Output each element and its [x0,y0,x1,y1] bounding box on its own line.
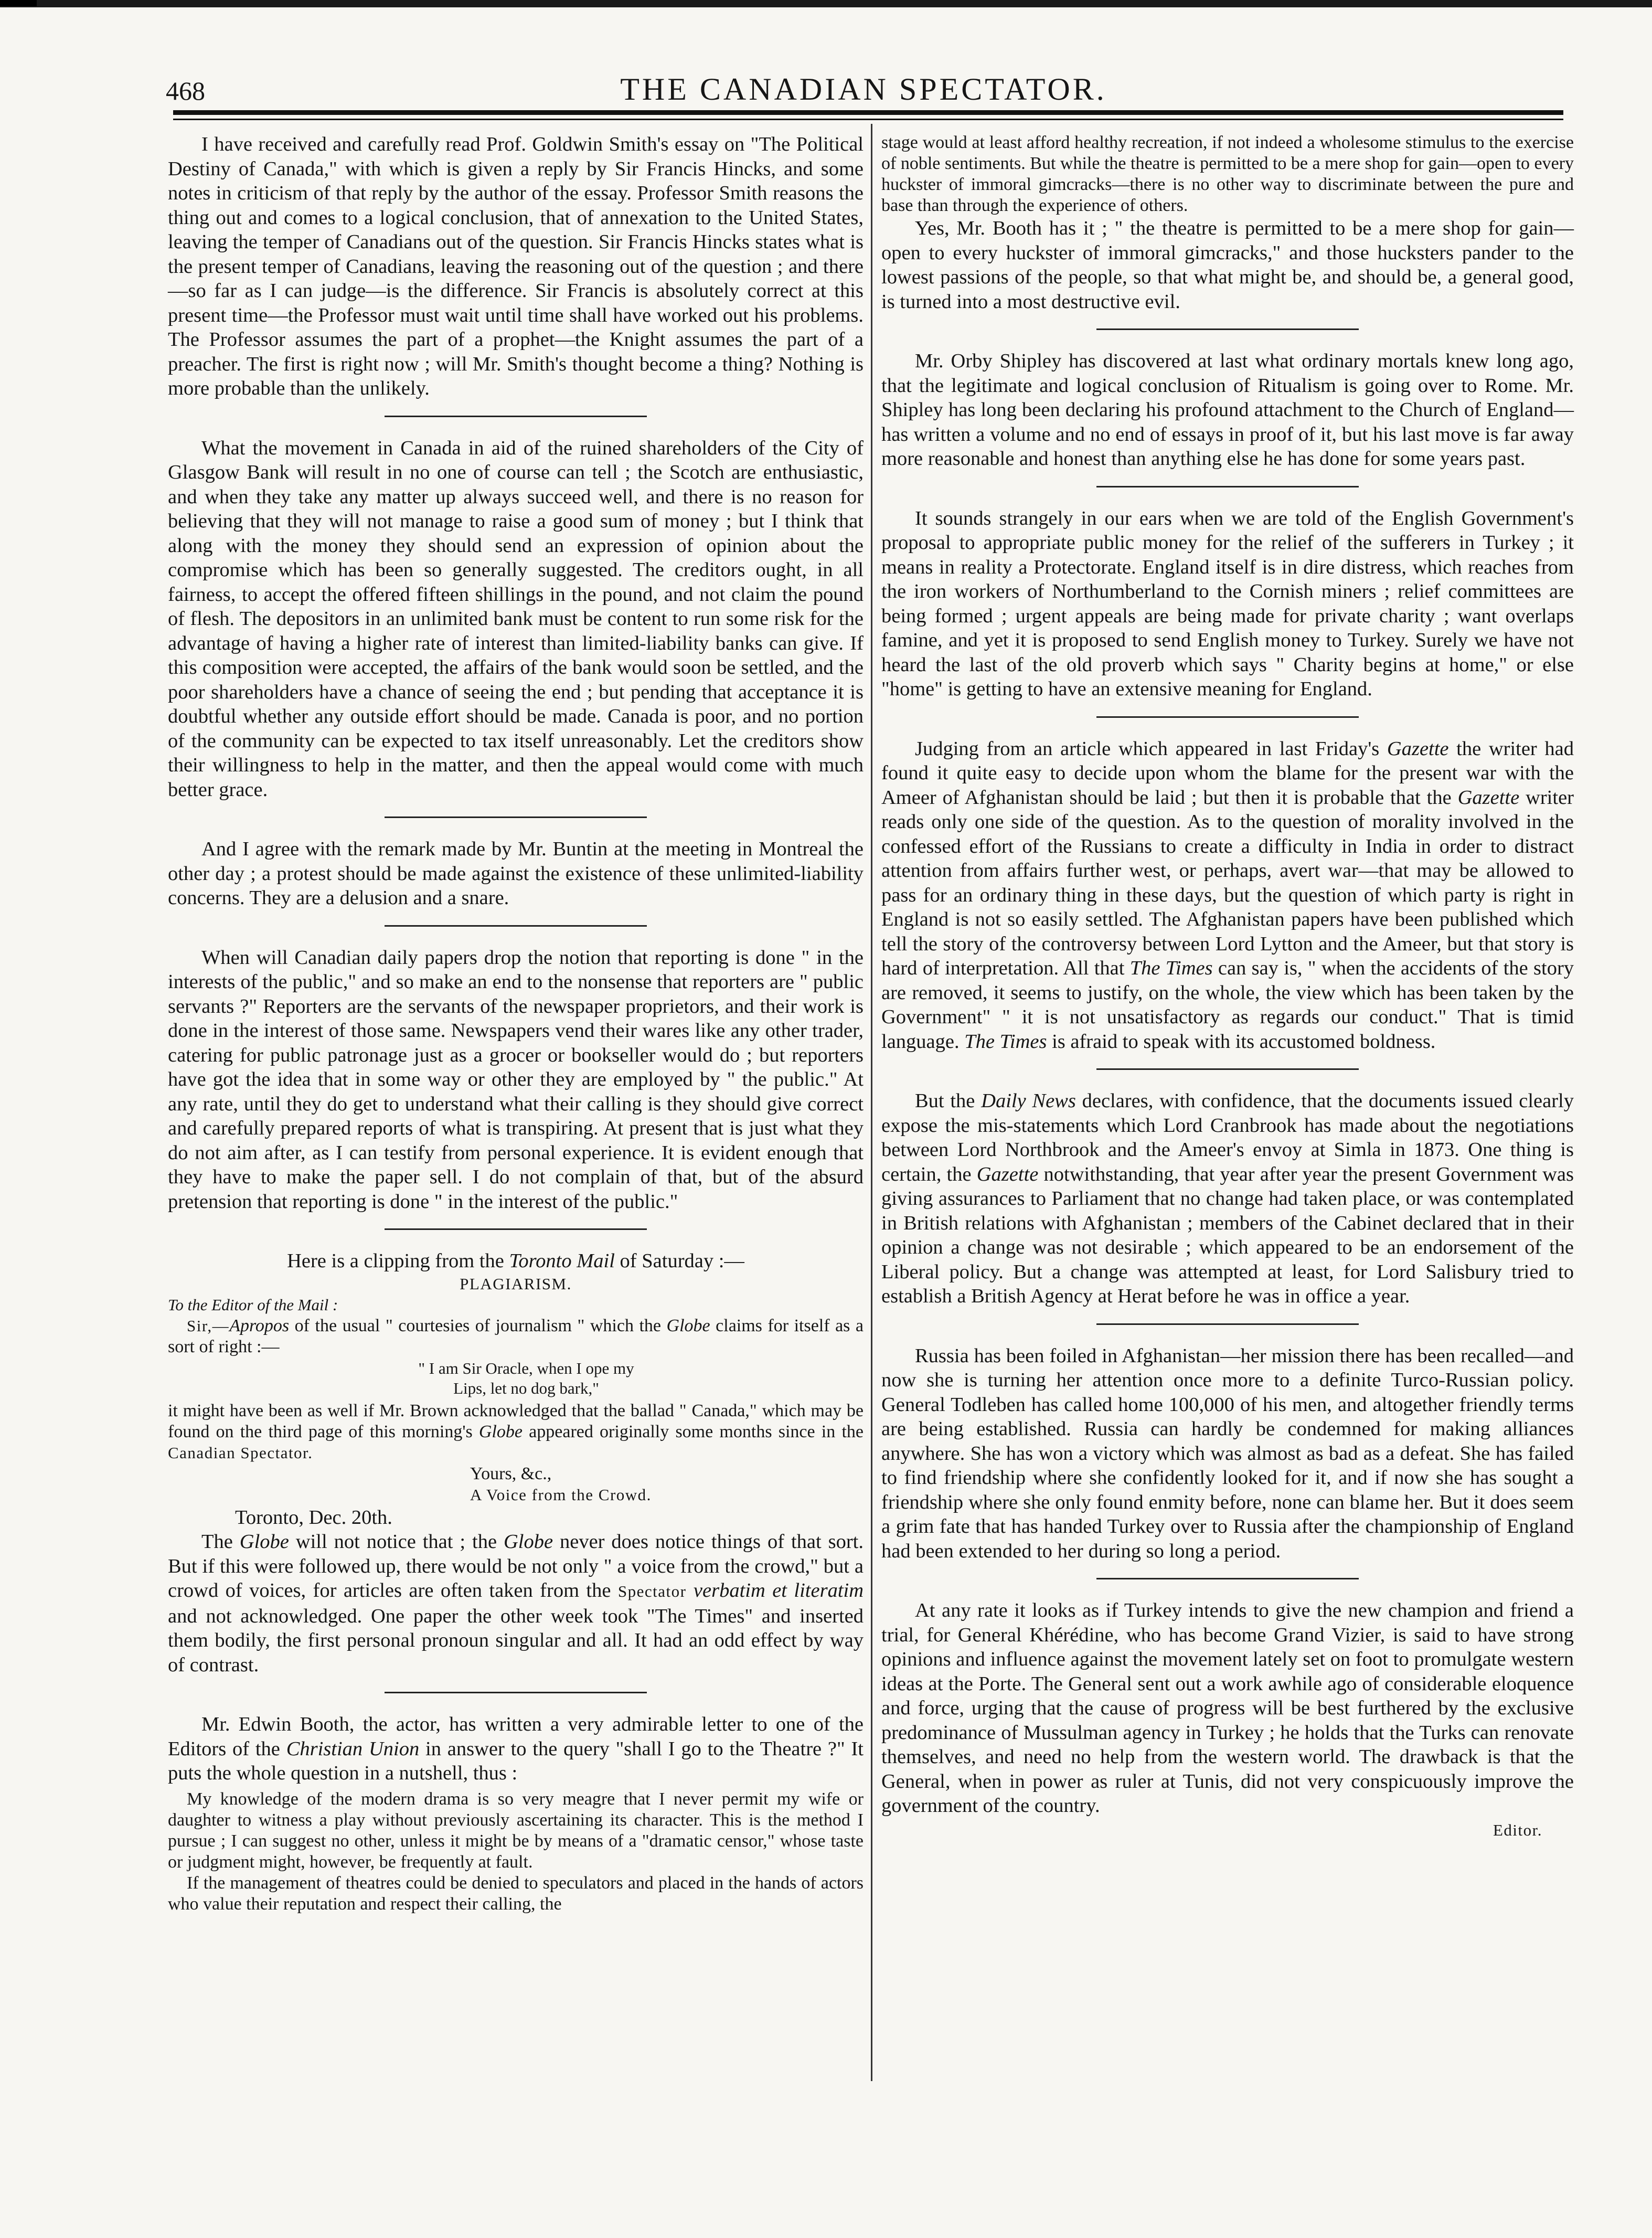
page-number: 468 [166,76,205,105]
header-rule-thin [173,119,1563,120]
clipping-heading: PLAGIARISM. [460,1274,572,1293]
section-rule [385,416,647,417]
booth-quote-1: My knowledge of the modern drama is so very meagre that I never permit my wife or daughter to witness a play without previously ascertaining its character. This is the method I pursue ; I can suggest no other, unless it might be by means of a "dramatic censor," whose taste or judgment might, however, be frequently at fault. [168,1789,864,1872]
section-rule [385,816,647,818]
masthead-title: THE CANADIAN SPECTATOR. [620,72,1107,107]
booth-quote-continued [881,132,1574,216]
booth-quote-3: stage would at least afford healthy recreation, if not indeed a wholesome stimulus to the exercise of noble sentiments. But while the theatre is permitted to be a mere shop for gain—open to every huckster of immoral gimcracks—there is no other way to discriminate between the pure and base than through the experience of others. [881,133,1574,215]
header-rule-thick [173,110,1563,115]
verse-quote [168,1359,864,1398]
clipping-intro: Here is a clipping from the Toronto Mail of Saturday :— [287,1250,744,1272]
verse-line: Lips, let no dog bark," [453,1378,599,1397]
paragraph-buntin-remark: And I agree with the remark made by Mr. Buntin at the meeting in Montreal the other day ; a protest should be made against the existence of these unlimited-liability concerns. They are a delusion and a snare. [168,838,864,909]
paragraph-edwin-booth: Mr. Edwin Booth, the actor, has written a very admirable letter to one of the Editors of the Christian Union in answer to the query "shall I go to the Theatre ?" It puts the whole question in a nutshell, thus : [168,1713,864,1784]
paragraph-goldwin-smith: I have received and carefully read Prof. Goldwin Smith's essay on "The Political Destiny of Canada," with which is given a reply by Sir Francis Hincks, and some notes in criticism of that reply by the author of the essay. Professor Smith reasons the thing out and comes to a logical conclusion, that of annexation to the United States, leaving the temper of Canadians out of the question. Sir Francis Hincks states what is the present temper of Canadians, leaving the reasoning out of the question ; and there—so far as I can judge—is the difference. Sir Francis is absolutely correct at this present time—the Professor must wait until time shall have worked out his problems. The Professor assumes the part of a prophet—the Knight assumes the part of a preacher. The first is right now ; will Mr. Smith's thought become a thing? Nothing is more probable than the unlikely. [168,133,864,399]
column-divider [871,124,872,2081]
paragraph-gazette-afghan: Judging from an article which appeared in last Friday's Gazette the writer had found it quite easy to decide upon whom the blame for the present war with the Ameer of Afghanistan should be laid ; but then it is probable that the Gazette writer reads only one side of the question. As to the question of morality involved in the confessed effort of the Russians to create a difficulty in India in order to distract attention from affairs further west, or perhaps, avert war—that may be allowed to pass for an ordinary thing in these days, but the question of which party is right in England is not so easily settled. The Afghanistan papers have been published which tell the story of the controversy between Lord Lytton and the Ameer, but that story is hard of interpretation. All that The Times can say is, " when the accidents of the story are removed, it seems to justify, on the whole, the view which has been taken by the Government" " it is not unsatisfactory as regards our conduct." That is timid language. The Times is afraid to speak with its accustomed boldness. [881,737,1574,1053]
scan-top-edge [0,0,1652,7]
section-rule [385,925,647,927]
left-column [168,132,864,1915]
section-rule [385,1228,647,1230]
section-rule [1096,1578,1359,1579]
paragraph-globe-plagiarism: The Globe will not notice that ; the Globe never does notice things of that sort. But if this were followed up, there would be not only " a voice from the crowd," but a crowd of voices, for articles are often taken from the Spectator verbatim et literatim and not acknowledged. One paper the other week took "The Times" and inserted them bodily, the first personal pronoun singular and all. It had an odd effect by way of contrast. [168,1531,864,1676]
booth-quote-2: If the management of theatres could be denied to speculators and placed in the hands of actors who value their reputation and respect their calling, the [168,1873,864,1914]
verse-line: " I am Sir Oracle, when I ope my [418,1359,634,1377]
clipping-body-1: Sir,—Apropos of the usual " courtesies of journalism " which the Globe claims for itself as a sort of right :— [168,1316,864,1356]
toronto-mail-title: Toronto Mail [509,1250,615,1272]
section-rule [1096,1323,1359,1325]
clipping-body-2: it might have been as well if Mr. Brown acknowledged that the ballad " Canada," which may be found on the third page of this morning's Globe appeared originally some months since in the Canadian Spectator. [168,1401,864,1462]
section-rule [1096,1068,1359,1070]
paragraph-russia: Russia has been foiled in Afghanistan—her mission there has been recalled—and now she is turning her attention once more to a definite Turco-Russian policy. General Todleben has called home 100,000 of his men, and altogether friendly terms are being established. Russia can hardly be condemned for making alliances anywhere. She has won a victory which was almost as bad as a defeat. She has failed to find friendship where she confidently looked for it, and if now she has sought a friendship where she only found enmity before, none can blame her. But it does seem a grim fate that has handed Turkey over to Russia after the championship of England had been extended to her during so long a period. [881,1344,1574,1562]
section-rule [1096,328,1359,330]
clipping-salutation: To the Editor of the Mail : [168,1295,338,1314]
section-rule [385,1692,647,1693]
section-rule [1096,486,1359,487]
paragraph-glasgow-bank: What the movement in Canada in aid of the ruined shareholders of the City of Glasgow Bank will result in no one of course can tell ; the Scotch are enthusiastic, and when they take any matter up always succeed well, and there is no reason for believing that they will not manage to raise a good sum of money ; but I think that along with the money they should send an expression of opinion about the compromise which has been so generally suggested. The creditors ought, in all fairness, to accept the offered fifteen shillings in the pound, and not claim the pound of flesh. The depositors in an unlimited bank must be content to run some risk for the advantage of having a higher rate of interest than limited-liability banks can give. If this composition were accepted, the affairs of the bank would soon be settled, and the poor shareholders have a chance of seeing the end ; but pending that acceptance it is doubtful whether any outside effort should be made. Canada is poor, and no portion of the community can be expected to tax itself unreasonably. Let the creditors show their willingness to help in the matter, and then the appeal would come with much better grace. [168,437,864,801]
paragraph-kheredine: At any rate it looks as if Turkey intends to give the new champion and friend a trial, for General Khérédine, who has become Grand Vizier, is said to have strong opinions and influence against the movement lately set on foot to promulgate western ideas at the Porte. The General sent out a work awhile ago of considerable eloquence and force, urging that the cause of progress will be best furthered by the exclusive predominance of Mussulman agency in Turkey ; he holds that the Turks can renovate themselves, and need no help from the western world. The drawback is that the General, when in power as ruler at Tunis, did not very conspicuously improve the government of the country. [881,1599,1574,1817]
clipping-yours: Yours, &c., [470,1463,552,1483]
editor-signature: Editor. [1493,1820,1542,1839]
section-rule [1096,716,1359,718]
paragraph-turkey-relief: It sounds strangely in our ears when we are told of the English Government's proposal to appropriate public money for the relief of the sufferers in Turkey ; it means in reality a Protectorate. England itself is in dire distress, which reaches from the iron workers of Northumberland to the Cornish miners ; relief committees are being formed ; urgent appeals are being made for private charity ; want overlaps famine, and yet it is proposed to send English money to Turkey. Surely we have not heard the last of the old proverb which says " Charity begins at home," or else "home" is getting to have an extensive meaning for England. [881,507,1574,700]
clipping-signer: A Voice from the Crowd. [470,1485,652,1504]
booth-quote [168,1786,864,1915]
paragraph-orby-shipley: Mr. Orby Shipley has discovered at last what ordinary mortals knew long ago, that the legitimate and logical conclusion of Ritualism is going over to Rome. Mr. Shipley has long been declaring his profound attachment to the Church of England—has written a volume and no end of essays in proof of it, but his last move is far away more reasonable and honest than anything else he has done for some years past. [881,350,1574,470]
page-header [166,68,1561,115]
scan-corner-mark [0,0,37,6]
clipping-place-date: Toronto, Dec. 20th. [235,1506,392,1529]
right-column [881,132,1574,1842]
paragraph-reporters: When will Canadian daily papers drop the notion that reporting is done " in the interests of the public," and so make an end to the nonsense that reporters are " public servants ?" Reporters are the servants of the newspaper proprietors, and their work is done in the interest of those same. Newspapers vend their wares like any other trader, catering for public patronage just as a grocer or bookseller would do ; but reporters have got the idea that in some way or other they are employed by " the public." At any rate, until they do get to understand what their calling is they should give correct and carefully prepared reports of what is transpiring. At present that is just what they do not aim after, as I can testify from personal experience. It is evident enough that they have to make the paper sell. I do not complain of that, but of the absurd pretension that reporting is done " in the interest of the public." [168,946,864,1213]
paragraph-daily-news: But the Daily News declares, with confidence, that the documents issued clearly expose the mis-statements which Lord Cranbrook has made about the negotiations between Lord Northbrook and the Ameer's envoy at Simla in 1873. One thing is certain, the Gazette notwithstanding, that year after year the present Government was giving assurances to Parliament that no change had taken place, or was contemplated in British relations with Afghanistan ; members of the Cabinet declared that in their opinion a change was not desirable ; which appeared to be an endorsement of the Liberal policy. But a change was attempted at least, for Lord Salisbury tried to establish a British Agency at Herat before he was in office a year. [881,1090,1574,1307]
clipping-block [168,1274,864,1505]
paragraph-booth-comment: Yes, Mr. Booth has it ; " the theatre is permitted to be a mere shop for gain—open to every huckster of immoral gimcracks," and those hucksters pander to the lowest passions of the people, so that what might be, and should be, a general good, is turned into a most destructive evil. [881,217,1574,313]
